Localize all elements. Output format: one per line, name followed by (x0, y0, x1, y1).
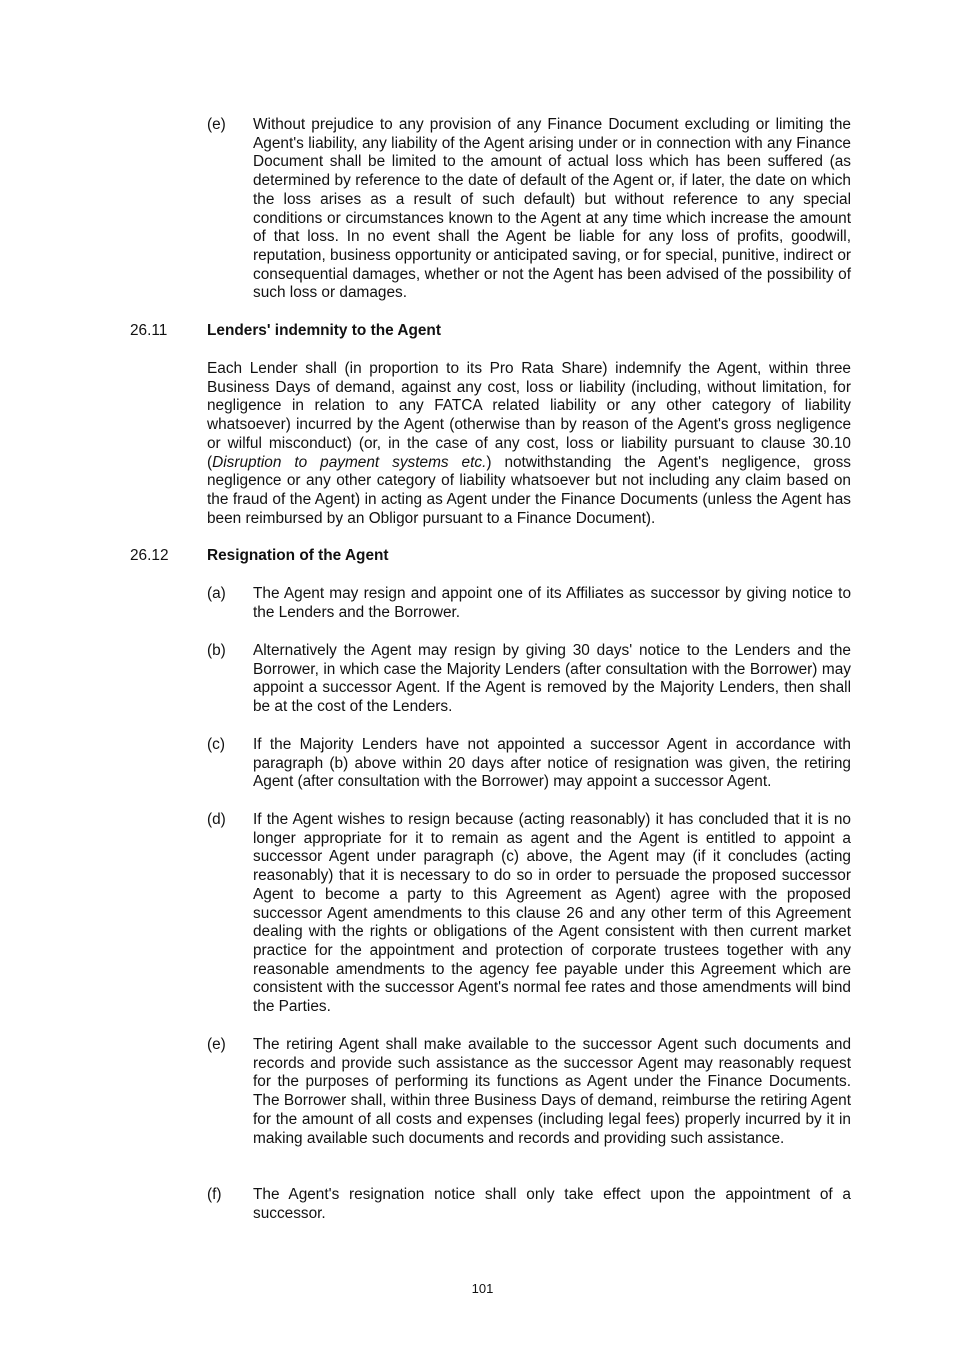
item-text: Alternatively the Agent may resign by giving 30 days' notice to the Lenders and the Borrower, in which case the Majority Lenders (after consultation with the Borrower) may appoint a successor Agent. If the Agent is removed by the Majority Lenders, then shall be at the cost of the Lenders. (253, 642, 851, 716)
item-label: (a) (207, 585, 226, 602)
list-item-e-liability-limit (207, 116, 851, 303)
section-title: Resignation of the Agent (207, 547, 389, 564)
item-label: (d) (207, 811, 226, 828)
section-heading-26-11 (130, 322, 850, 341)
item-text: The Agent's resignation notice shall only take effect upon the appointment of a successor. (253, 1186, 851, 1222)
section-heading-26-12 (130, 547, 850, 566)
page-number: 101 (471, 1281, 494, 1296)
item-text: The retiring Agent shall make available to the successor Agent such documents and records and provide such assistance as the successor Agent may reasonably request for the purposes of performing its functions as Agent under the Finance Documents. The Borrower shall, within three Business Days of demand, reimburse the retiring Agent for the amount of all costs and expenses (including legal fees) properly incurred by it in making available such documents and records and providing such assistance. (253, 1036, 851, 1147)
section-26-11-body (207, 360, 851, 528)
body-text-start: Each Lender shall (in proportion to its Pro Rata Share) indemnify the Agent, within three Business Days of demand, against any cost, loss or liability (including, without limitation, for negligence in relation to any FATCA related liability or any other category of liability whatsoever) incurred by the Agent (otherwise than by reason of the Agent's gross negligence or wilful misconduct) (or, in the case of any cost, loss or liability pursuant to clause 30.10 ( (207, 360, 851, 471)
section-number: 26.12 (130, 547, 169, 564)
list-item-e (207, 1036, 851, 1148)
item-text: If the Agent wishes to resign because (acting reasonably) it has concluded that it is no longer appropriate for it to remain as agent and the Agent is entitled to appoint a successor Agent under paragraph (c) above, the Agent may (if it concludes (acting reasonably) that it is necessary to do so in order to persuade the proposed successor Agent to become a party to this Agreement as Agent) agree with the proposed successor Agent amendments to this clause 26 and any other term of this Agreement dealing with the rights or obligations of the Agent consistent with then current market practice for the appointment and protection of corporate trustees together with any reasonable amendments to the agency fee payable under this Agreement which are consistent with the successor Agent's normal fee rates and those amendments will bind the Parties. (253, 811, 851, 1016)
item-text: The Agent may resign and appoint one of its Affiliates as successor by giving notice to the Lenders and the Borrower. (253, 585, 851, 621)
item-label: (e) (207, 1036, 226, 1053)
list-item-d (207, 811, 851, 1017)
section-title: Lenders' indemnity to the Agent (207, 322, 441, 339)
list-item-f (207, 1186, 851, 1223)
list-item-a (207, 585, 851, 622)
list-item-b (207, 642, 851, 717)
item-label: (c) (207, 736, 225, 753)
item-label: (e) (207, 116, 226, 133)
body-text-end: ) notwithstanding the Agent's negligence, gross negligence or any other category of liability whatsoever but not including any claim based on the fraud of the Agent) in acting as Agent under the Finance Documents (unless the Agent has been reimbursed by an Obligor pursuant to a Finance Document). (207, 453, 851, 527)
section-number: 26.11 (130, 322, 168, 339)
item-label: (f) (207, 1186, 222, 1203)
item-text: If the Majority Lenders have not appointed a successor Agent in accordance with paragraph (b) above within 20 days after notice of resignation was given, the retiring Agent (after consultation with the Borrower) may appoint a successor Agent. (253, 736, 851, 791)
list-item-c (207, 736, 851, 792)
item-text: Without prejudice to any provision of any Finance Document excluding or limiting the Agent's liability, any liability of the Agent arising under or in connection with any Finance Document shall be limited to the amount of actual loss which has been suffered (as determined by reference to the date of default of the Agent or, if later, the date on which the loss arises as a result of such default) but without reference to any special conditions or circumstances known to the Agent at any time which increase the amount of that loss. In no event shall the Agent be liable for any loss of profits, goodwill, reputation, business opportunity or anticipated saving, or for special, punitive, indirect or consequential damages, whether or not the Agent has been advised of the possibility of such loss or damages. (253, 116, 852, 302)
body-text-italic-reference: Disruption to payment systems etc. (212, 453, 487, 471)
item-label: (b) (207, 642, 226, 659)
